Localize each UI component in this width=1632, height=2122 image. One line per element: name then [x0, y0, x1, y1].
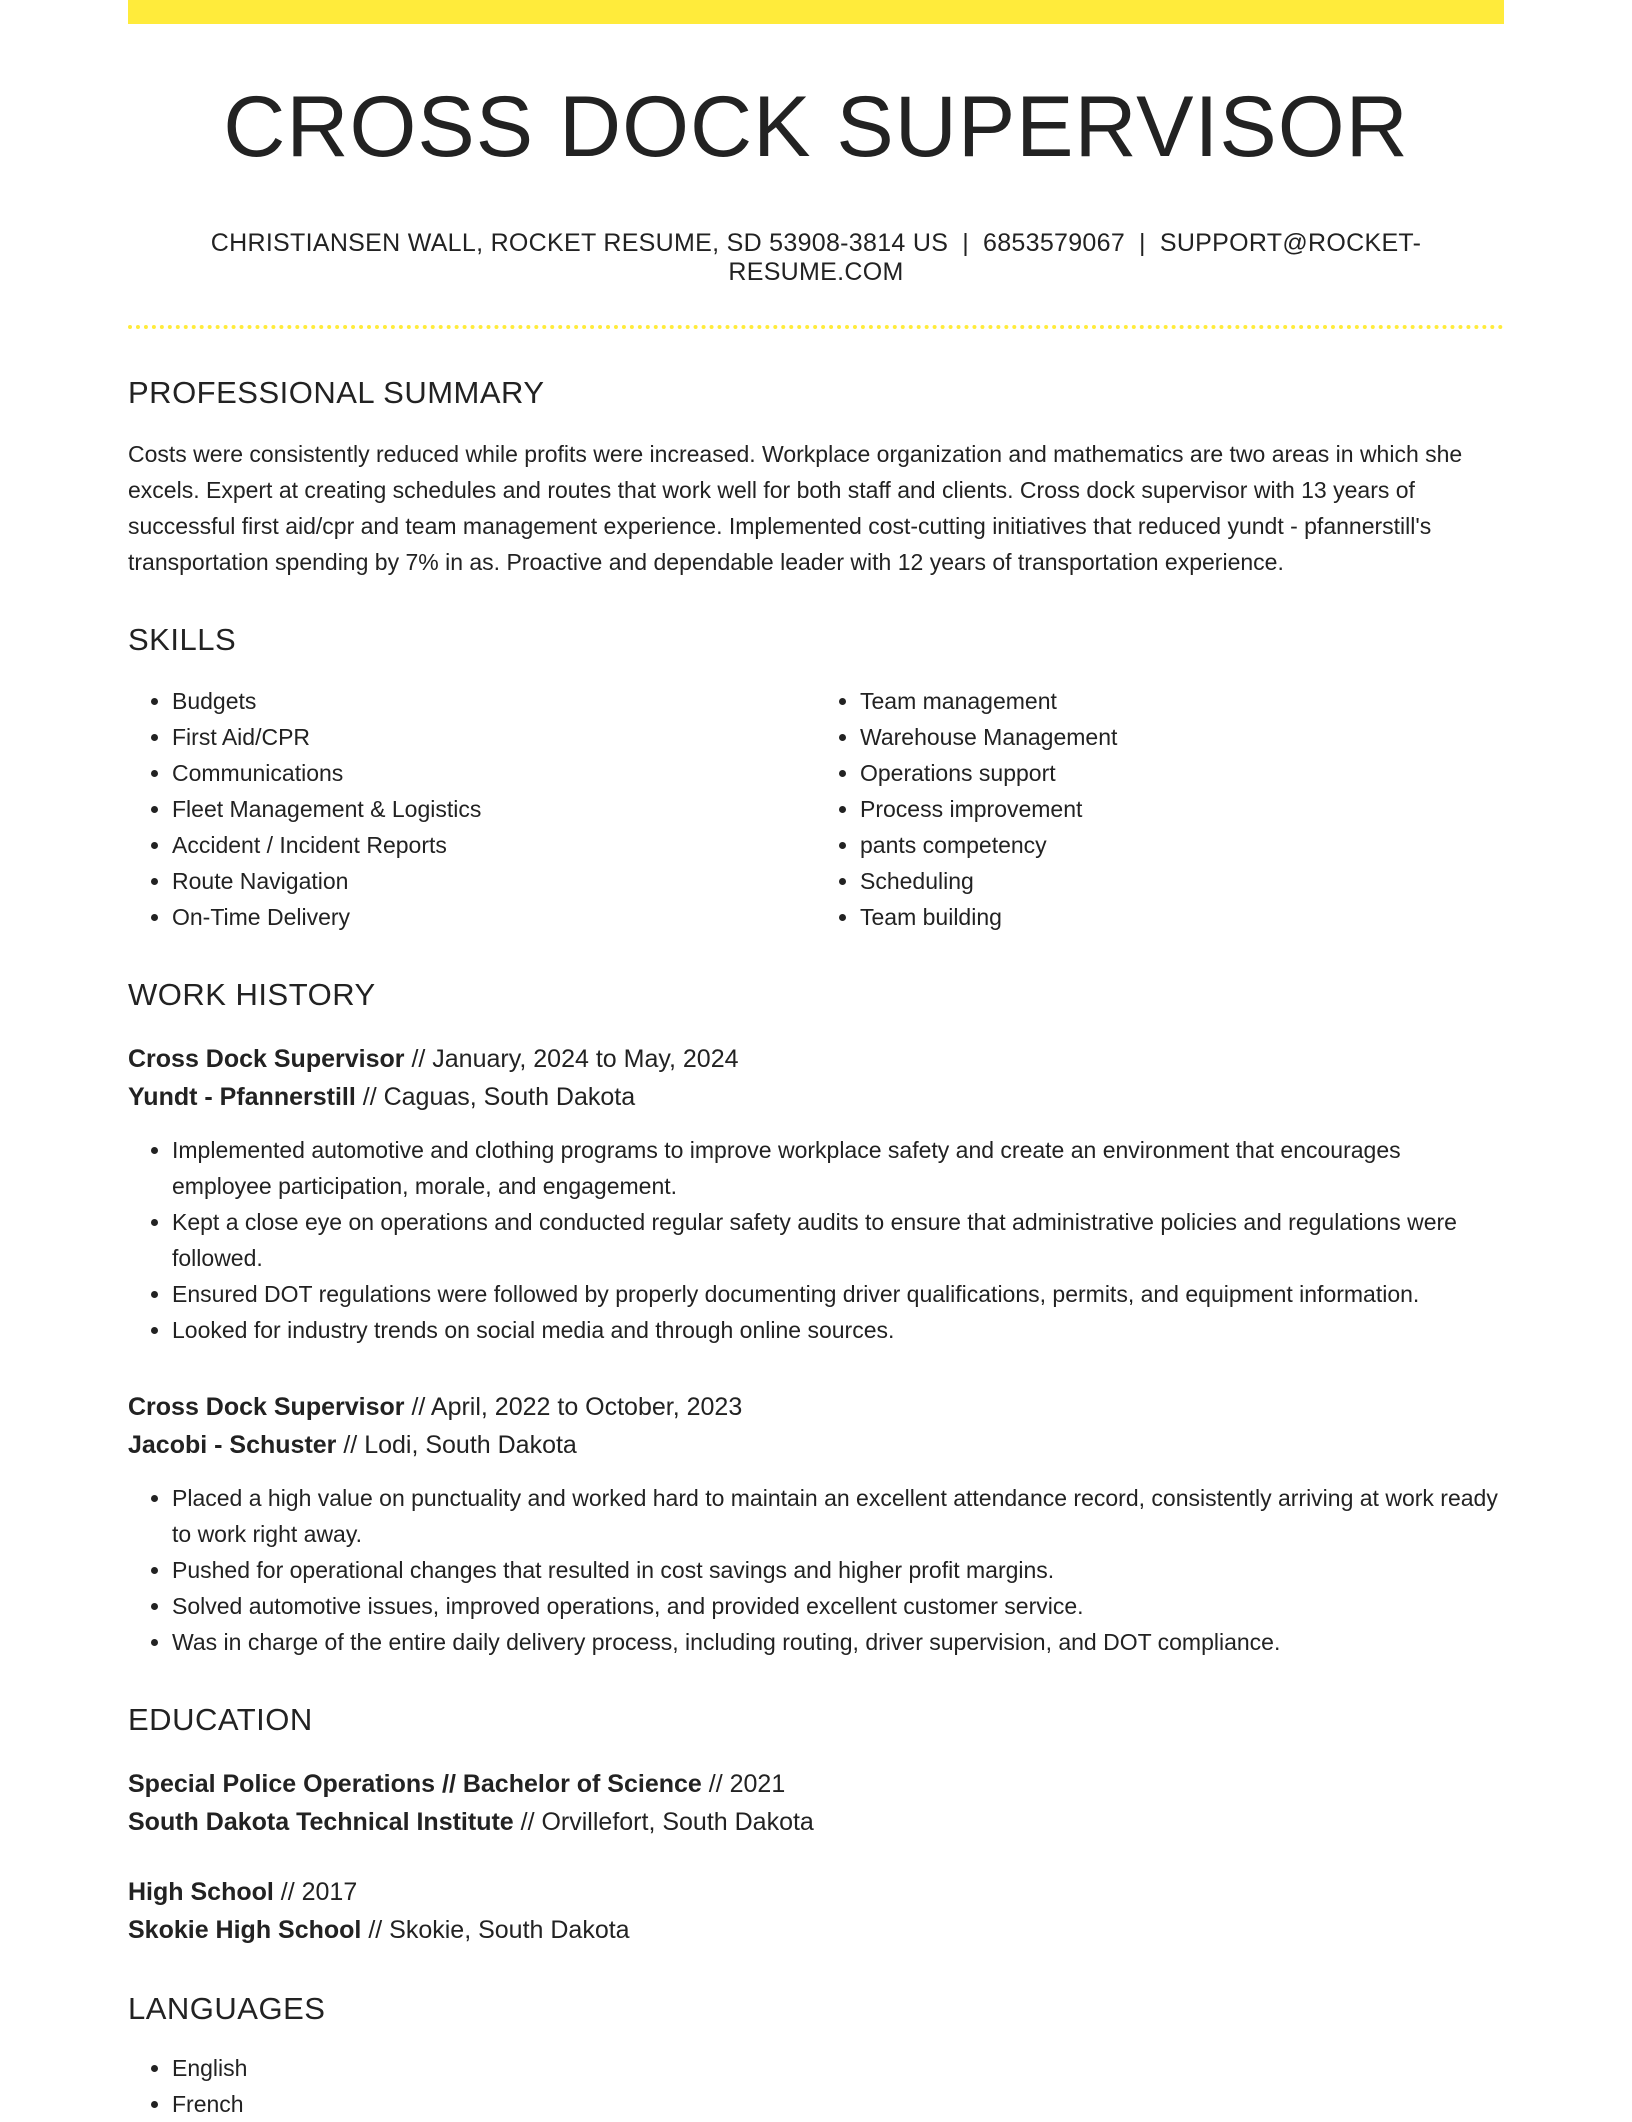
degree: High School [128, 1877, 274, 1906]
school-name: South Dakota Technical Institute [128, 1807, 514, 1836]
skill-item: • Operations support [860, 755, 1504, 791]
job-entry [128, 1388, 1504, 1660]
skill-item: • Fleet Management & Logistics [172, 791, 816, 827]
dotted-divider [128, 325, 1504, 329]
skill-item: • Communications [172, 755, 816, 791]
languages-list [128, 2050, 1504, 2122]
skills-columns [128, 683, 1504, 935]
resume-title: CROSS DOCK SUPERVISOR [223, 79, 1409, 175]
summary-text: Costs were consistently reduced while profits were increased. Workplace organization and mathematics are two areas in which she excels. Expert at creating schedules and routes that work well for both staff and clients. Cross dock supervisor with 13 years of successful first aid/cpr and team management experience. Implemented cost-cutting initiatives that reduced yundt - pfannerstill's transportation spending by 7% in as. Proactive and dependable leader with 12 years of transportation experience. [128, 440, 1463, 575]
language-item: • French [172, 2086, 1504, 2122]
job-bullet: • Solved automotive issues, improved operations, and provided excellent customer service. [172, 1588, 1504, 1624]
skill-item: • Accident / Incident Reports [172, 827, 816, 863]
skill-item: • Scheduling [860, 863, 1504, 899]
job-bullet: • Placed a high value on punctuality and worked hard to maintain an excellent attendance record, consistently arriving at work ready to work right away. [172, 1480, 1504, 1552]
contact-line [128, 229, 1504, 287]
job-title-line [128, 1040, 1504, 1078]
summary-section [128, 374, 1504, 580]
section-heading: LANGUAGES [128, 1990, 326, 2026]
job-company: Yundt - Pfannerstill [128, 1082, 356, 1111]
job-location: // Caguas, South Dakota [355, 1082, 636, 1111]
skill-item: • Team building [860, 899, 1504, 935]
job-bullet: • Ensured DOT regulations were followed by properly documenting driver qualifications, permits, and equipment information. [172, 1276, 1504, 1312]
skill-item: • Process improvement [860, 791, 1504, 827]
job-bullet: • Implemented automotive and clothing programs to improve workplace safety and create an environment that encourages employee participation, morale, and engagement. [172, 1132, 1504, 1204]
languages-section [128, 1990, 1504, 2122]
education-entry [128, 1873, 1504, 1949]
contact-separator: | [1139, 228, 1146, 257]
skill-item: • pants competency [860, 827, 1504, 863]
skills-section [128, 621, 1504, 935]
job-bullet: • Kept a close eye on operations and conducted regular safety audits to ensure that administrative policies and regulations were followed. [172, 1204, 1504, 1276]
school-line [128, 1803, 1504, 1841]
school-name: Skokie High School [128, 1915, 362, 1944]
graduation-year: // 2021 [701, 1769, 786, 1798]
skill-item: • Budgets [172, 683, 816, 719]
skills-list-left [128, 683, 816, 935]
skill-item: • On-Time Delivery [172, 899, 816, 935]
job-bullet: • Was in charge of the entire daily delivery process, including routing, driver supervision, and DOT compliance. [172, 1624, 1504, 1660]
school-location: // Skokie, South Dakota [361, 1915, 630, 1944]
section-heading: SKILLS [128, 621, 237, 657]
section-heading: PROFESSIONAL SUMMARY [128, 374, 545, 410]
job-title-line [128, 1388, 1504, 1426]
email-link[interactable]: SUPPORT@ROCKET-RESUME.COM [728, 228, 1422, 286]
graduation-year: // 2017 [273, 1877, 358, 1906]
degree-line [128, 1873, 1504, 1911]
work-history-section [128, 976, 1504, 1660]
contact-separator: | [962, 228, 969, 257]
phone: 6853579067 [983, 228, 1126, 257]
job-bullet: • Looked for industry trends on social media and through online sources. [172, 1312, 1504, 1348]
job-dates: // January, 2024 to May, 2024 [404, 1044, 739, 1073]
education-entry [128, 1765, 1504, 1841]
skill-item: • Warehouse Management [860, 719, 1504, 755]
job-bullets [128, 1132, 1504, 1348]
job-dates: // April, 2022 to October, 2023 [404, 1392, 743, 1421]
skill-item: • Route Navigation [172, 863, 816, 899]
degree-line [128, 1765, 1504, 1803]
accent-bar [128, 0, 1504, 24]
job-location: // Lodi, South Dakota [336, 1430, 577, 1459]
job-bullet: • Pushed for operational changes that resulted in cost savings and higher profit margins. [172, 1552, 1504, 1588]
job-bullets [128, 1480, 1504, 1660]
skills-list-right [816, 683, 1504, 935]
school-line [128, 1911, 1504, 1949]
job-title: Cross Dock Supervisor [128, 1044, 405, 1073]
school-location: // Orvillefort, South Dakota [513, 1807, 814, 1836]
job-company-line [128, 1426, 1504, 1464]
job-entry [128, 1040, 1504, 1348]
skill-item: • Team management [860, 683, 1504, 719]
address: CHRISTIANSEN WALL, ROCKET RESUME, SD 53908-3814 US [210, 228, 949, 257]
job-company: Jacobi - Schuster [128, 1430, 337, 1459]
section-heading: WORK HISTORY [128, 976, 376, 1012]
skill-item: • First Aid/CPR [172, 719, 816, 755]
resume-page [128, 0, 1504, 2122]
language-item: • English [172, 2050, 1504, 2086]
job-company-line [128, 1078, 1504, 1116]
degree: Special Police Operations // Bachelor of Science [128, 1769, 702, 1798]
job-title: Cross Dock Supervisor [128, 1392, 405, 1421]
section-heading: EDUCATION [128, 1701, 313, 1737]
education-section [128, 1701, 1504, 1949]
